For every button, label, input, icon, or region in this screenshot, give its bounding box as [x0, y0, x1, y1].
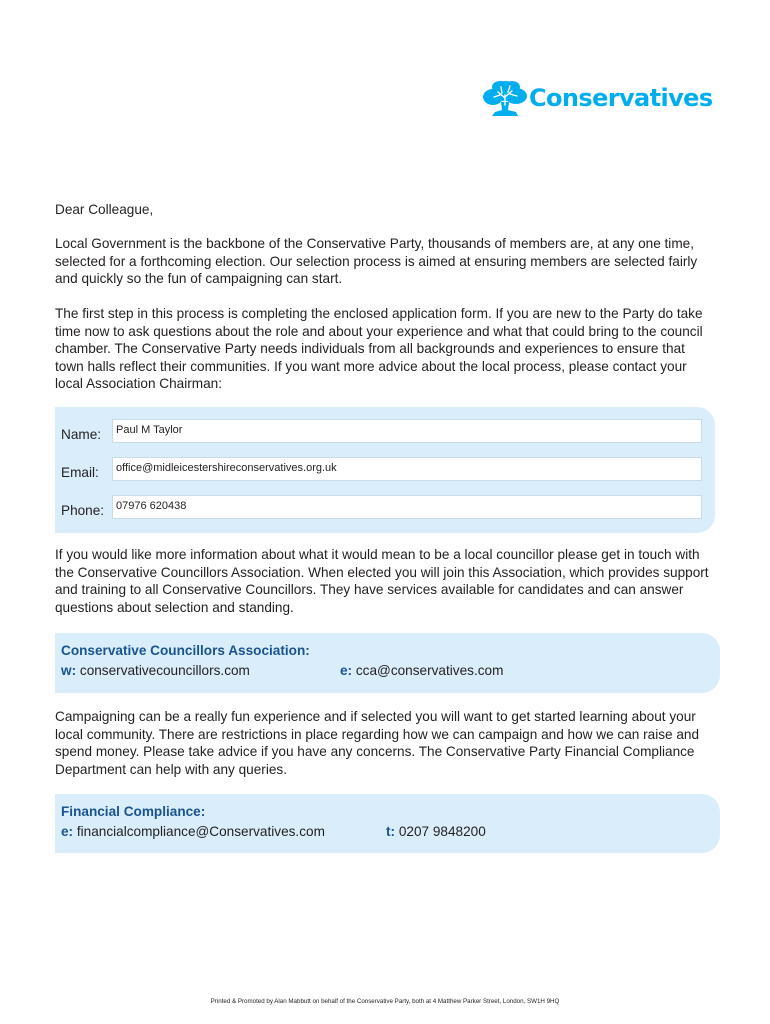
compliance-phone — [386, 824, 486, 839]
compliance-phone-key: t: — [386, 824, 396, 839]
conservatives-logo — [482, 78, 713, 118]
councillors-association-box — [55, 633, 720, 693]
councillors-box-title: Conservative Councillors Association: — [61, 643, 310, 658]
financial-compliance-box — [55, 794, 720, 853]
paragraph-application: The first step in this process is completing the enclosed application form. If you are new to the Party do take time now to ask questions about the role and about your experience and what that could bring to the council chamber. The Conservative Party needs individuals from all backgrounds and experiences to ensure that town halls reflect their communities. If you want more advice about the local process, please contact your local Association Chairman: — [55, 306, 703, 391]
salutation: Dear Colleague, — [55, 202, 154, 217]
compliance-email — [61, 824, 325, 839]
compliance-email-value: financialcompliance@Conservatives.com — [76, 824, 325, 839]
oak-tree-icon — [482, 78, 528, 118]
name-field[interactable]: Paul M Taylor — [112, 419, 702, 443]
paragraph-intro: Local Government is the backbone of the Conservative Party, thousands of members are, at any one time, selected for a forthcoming election. Our selection process is aimed at ensuring members are selected fairly and quickly so the fun of campaigning can start. — [55, 236, 698, 286]
email-value: cca@conservatives.com — [355, 663, 504, 678]
councillors-email — [340, 663, 503, 678]
name-label: Name: — [61, 427, 102, 442]
compliance-phone-value: 0207 9848200 — [398, 824, 486, 839]
logo-wordmark: Conservatives — [529, 84, 713, 112]
phone-label: Phone: — [61, 503, 105, 518]
compliance-box-title: Financial Compliance: — [61, 804, 206, 819]
compliance-email-key: e: — [61, 824, 74, 839]
paragraph-campaigning: Campaigning can be a really fun experience and if selected you will want to get started learning about your local community. There are restrictions in place regarding how we can campaign and how we can raise and spend money. Please take advice if you have any concerns. The Conservative Party Financial Compliance Department can help with any queries. — [55, 709, 700, 777]
paragraph-councillors: If you would like more information about what it would mean to be a local councillor please get in touch with the Conservative Councillors Association. When elected you will join this Association, which provides support and training to all Conservative Councillors. They have services available for candidates and can answer questions about selection and standing. — [55, 547, 709, 615]
website-value: conservativecouncillors.com — [79, 663, 250, 678]
imprint-footer: Printed & Promoted by Alan Mabbutt on behalf of the Conservative Party, both at 4 Matthew Parker Street, London, SW1H 9HQ — [210, 998, 560, 1005]
email-field[interactable]: office@midleicestershireconservatives.org.uk — [112, 457, 702, 481]
phone-field[interactable]: 07976 620438 — [112, 495, 702, 519]
chairman-contact-box — [55, 407, 715, 533]
website-key: w: — [61, 663, 77, 678]
councillors-website — [61, 663, 250, 678]
email-key: e: — [340, 663, 353, 678]
email-label: Email: — [61, 465, 99, 480]
